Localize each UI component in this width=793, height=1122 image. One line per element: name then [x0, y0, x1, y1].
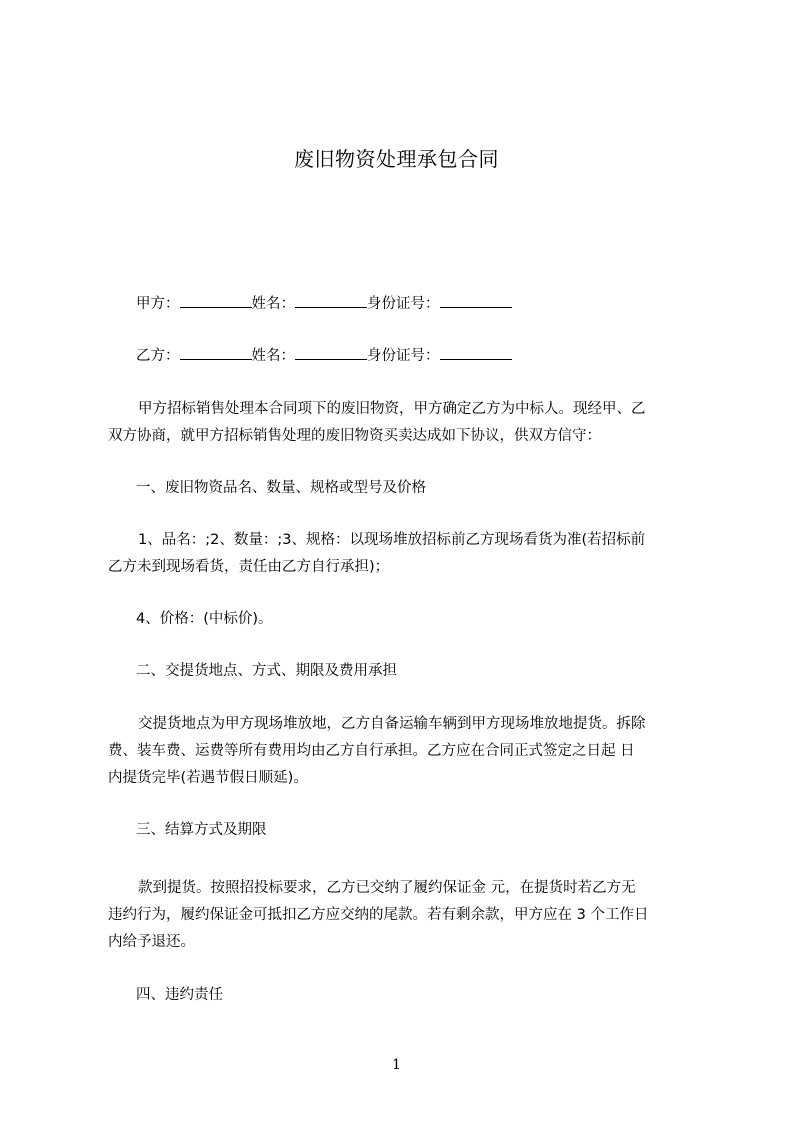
- party-b-name-blank: [295, 344, 367, 360]
- section-3-line-3: 内给予退还。: [108, 934, 195, 950]
- intro-paragraph: [108, 396, 700, 450]
- intro-line-2: 双方协商，就甲方招标销售处理的废旧物资买卖达成如下协议，供双方信守：: [108, 428, 601, 444]
- party-b-label: 乙方：: [136, 348, 180, 364]
- section-4-heading: 四、违约责任: [136, 987, 223, 1003]
- section-1-item-1-line-2: 乙方未到现场看货，责任由乙方自行承担)；: [108, 559, 390, 575]
- section-3-heading: 三、结算方式及期限: [136, 822, 267, 838]
- party-b-line: [136, 344, 512, 366]
- page-number: 1: [392, 1057, 401, 1073]
- document-title: 废旧物资处理承包合同: [294, 147, 499, 171]
- party-a-id-label: 身份证号：: [367, 296, 440, 312]
- section-2-heading: 二、交提货地点、方式、期限及费用承担: [136, 663, 397, 679]
- party-a-name-label: 姓名：: [251, 296, 295, 312]
- intro-line-1: 甲方招标销售处理本合同项下的废旧物资，甲方确定乙方为中标人。现经甲、乙: [138, 401, 646, 417]
- section-3-body: [108, 875, 700, 956]
- party-a-label: 甲方：: [136, 296, 180, 312]
- party-a-line: [136, 292, 512, 314]
- section-2-line-1: 交提货地点为甲方现场堆放地，乙方自备运输车辆到甲方现场堆放地提货。拆除: [138, 716, 646, 732]
- party-a-name-blank: [295, 292, 367, 308]
- party-b-name-label: 姓名：: [251, 348, 295, 364]
- section-2-line-2: 费、装车费、运费等所有费用均由乙方自行承担。乙方应在合同正式签定之日起 日: [108, 743, 635, 759]
- section-1-item-1: [108, 527, 700, 581]
- section-2-body: [108, 711, 700, 792]
- section-1-item-1-line-1: 1、品名：;2、数量：;3、规格：以现场堆放招标前乙方现场看货为准(若招标前: [138, 532, 646, 548]
- party-b-id-label: 身份证号：: [367, 348, 440, 364]
- party-a-blank: [180, 292, 252, 308]
- party-b-blank: [180, 344, 252, 360]
- section-3-line-1: 款到提货。按照招投标要求，乙方已交纳了履约保证金 元，在提货时若乙方无: [138, 880, 636, 896]
- party-a-id-blank: [440, 292, 512, 308]
- party-b-id-blank: [440, 344, 512, 360]
- section-3-line-2: 违约行为，履约保证金可抵扣乙方应交纳的尾款。若有剩余款，甲方应在 3 个工作日: [108, 907, 649, 923]
- section-1-item-4: 4、价格：(中标价)。: [136, 611, 273, 627]
- section-1-heading: 一、废旧物资品名、数量、规格或型号及价格: [136, 480, 426, 496]
- section-2-line-3: 内提货完毕(若遇节假日顺延)。: [108, 770, 308, 786]
